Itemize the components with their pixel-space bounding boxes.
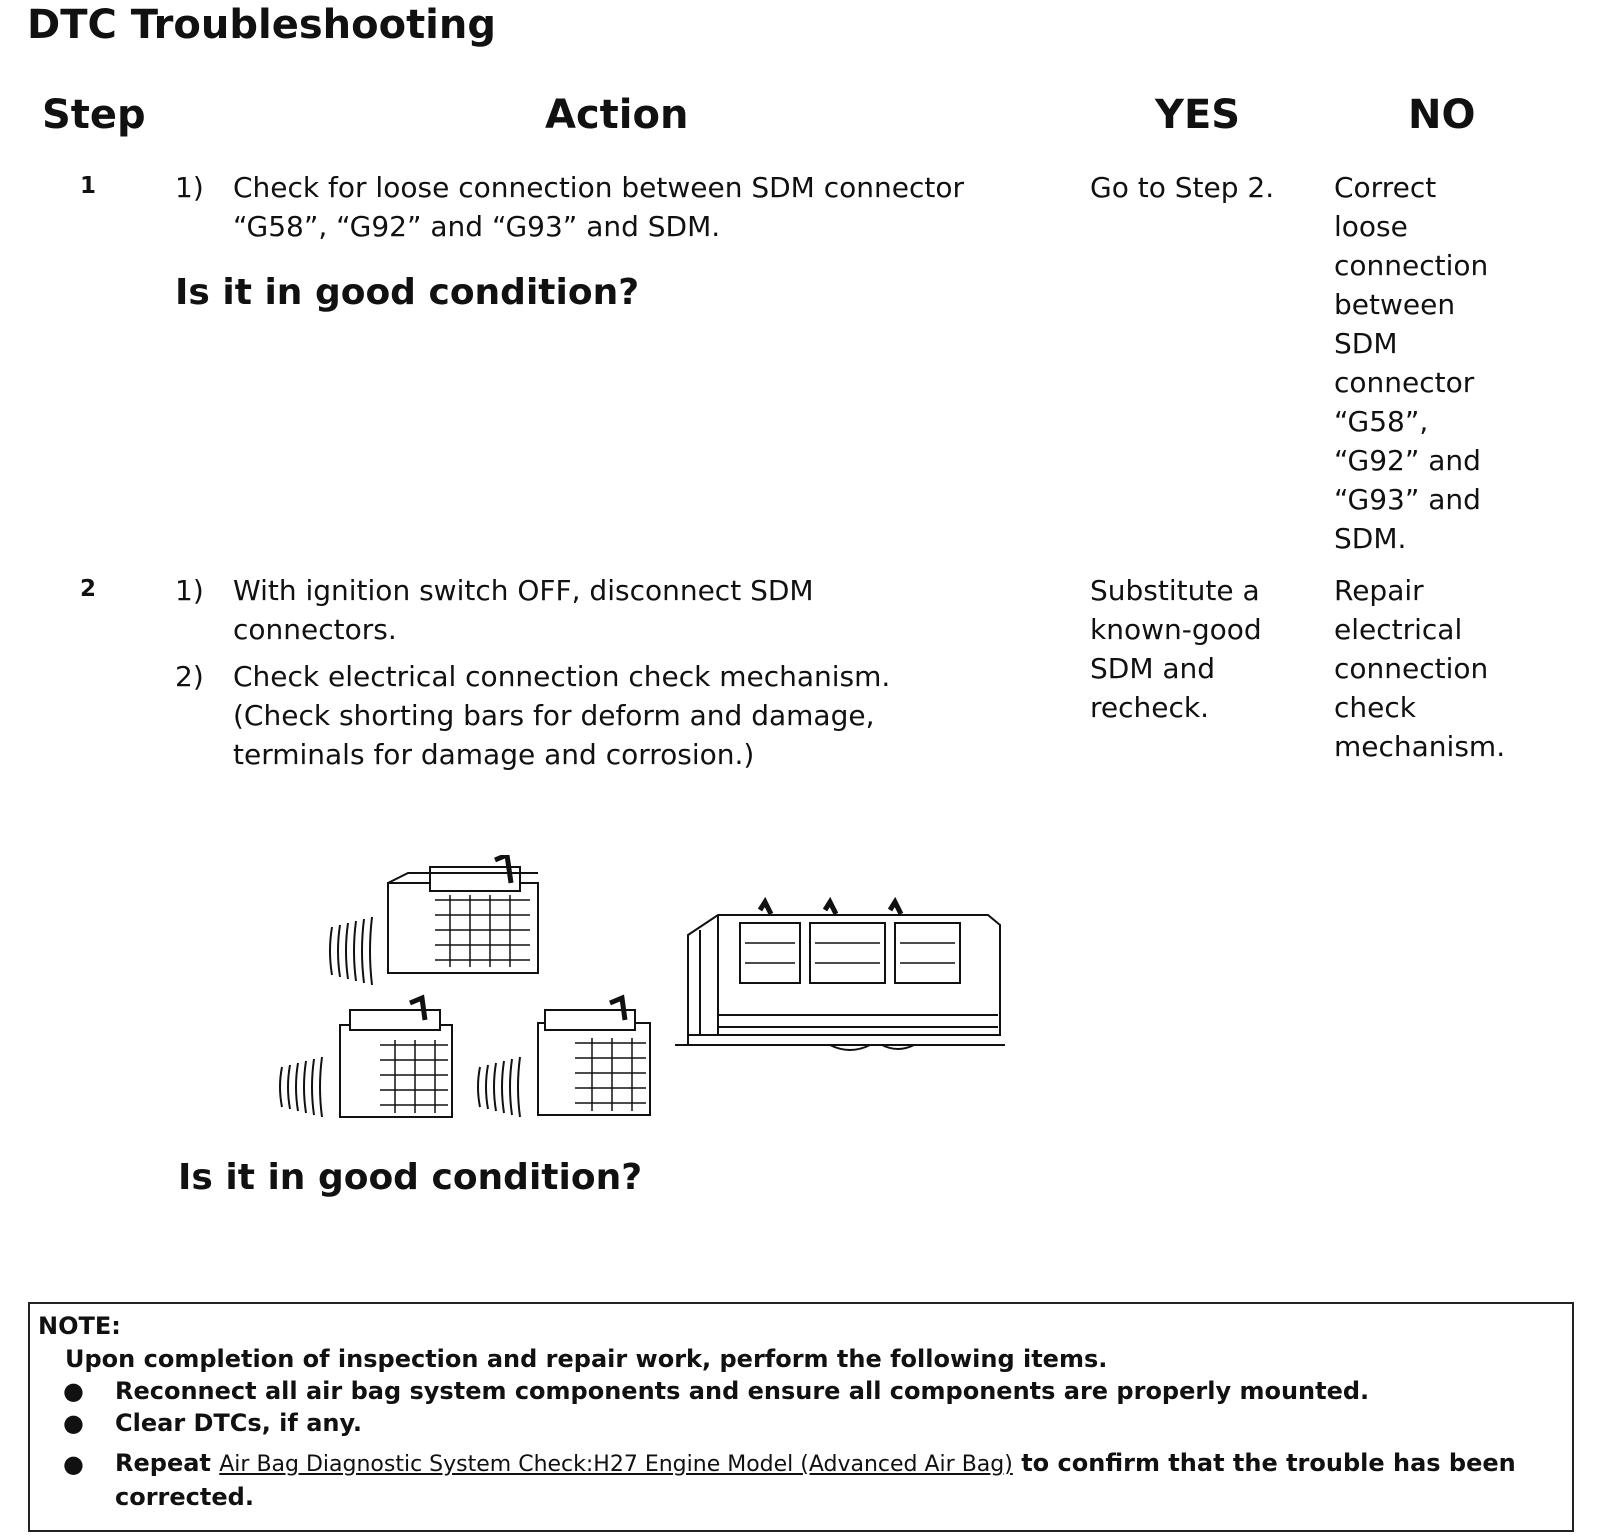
note-intro: Upon completion of inspection and repair work, perform the following items. (65, 1345, 1108, 1373)
sdm-module-drawing (675, 902, 1005, 1050)
action-number: 2) (175, 660, 204, 693)
connector-g92-drawing (280, 998, 452, 1117)
bullet-icon: ● (63, 1409, 84, 1437)
action-text: Check for loose connection between SDM connector “G58”, “G92” and “G93” and SDM. (233, 171, 964, 243)
no-result: Correct loose connection between SDM connector “G58”, “G92” and “G93” and SDM. (1334, 171, 1489, 555)
step-number: 1 (80, 173, 97, 199)
action-number: 1) (175, 171, 204, 204)
step-question: Is it in good condition? (178, 1157, 643, 1198)
action-text: Check electrical connection check mechanism. (Check shorting bars for deform and damage, terminals for damage and corrosion.) (233, 660, 891, 771)
note-box (28, 1302, 1574, 1532)
note-bullet: Clear DTCs, if any. (115, 1409, 363, 1437)
bullet-icon: ● (63, 1377, 84, 1405)
no-result: Repair electrical connection check mechanism. (1334, 574, 1506, 763)
step-question: Is it in good condition? (175, 272, 640, 313)
step-number: 2 (80, 576, 97, 602)
note-bullet (115, 1447, 1535, 1513)
header-no: NO (1408, 92, 1476, 138)
bullet-icon: ● (63, 1450, 84, 1478)
note-bullet-prefix: Repeat (115, 1449, 211, 1477)
action-text: With ignition switch OFF, disconnect SDM connectors. (233, 574, 814, 646)
connector-g58-drawing (330, 855, 538, 985)
connector-g93-drawing (478, 998, 650, 1117)
connector-illustration (270, 855, 1030, 1155)
yes-result: Substitute a known-good SDM and recheck. (1090, 574, 1262, 724)
header-yes: YES (1155, 92, 1241, 138)
note-label: NOTE: (38, 1312, 121, 1340)
header-action: Action (545, 92, 689, 138)
yes-result: Go to Step 2. (1090, 171, 1275, 204)
diagnostic-check-link[interactable]: Air Bag Diagnostic System Check:H27 Engine Model (Advanced Air Bag) (219, 1452, 1013, 1477)
note-bullet: Reconnect all air bag system components and ensure all components are properly mounted. (115, 1377, 1370, 1405)
note-bullet-suffix: to confirm that the trouble has been corrected. (115, 1449, 1516, 1511)
header-step: Step (42, 92, 146, 138)
action-number: 1) (175, 574, 204, 607)
page-title: DTC Troubleshooting (27, 2, 497, 48)
